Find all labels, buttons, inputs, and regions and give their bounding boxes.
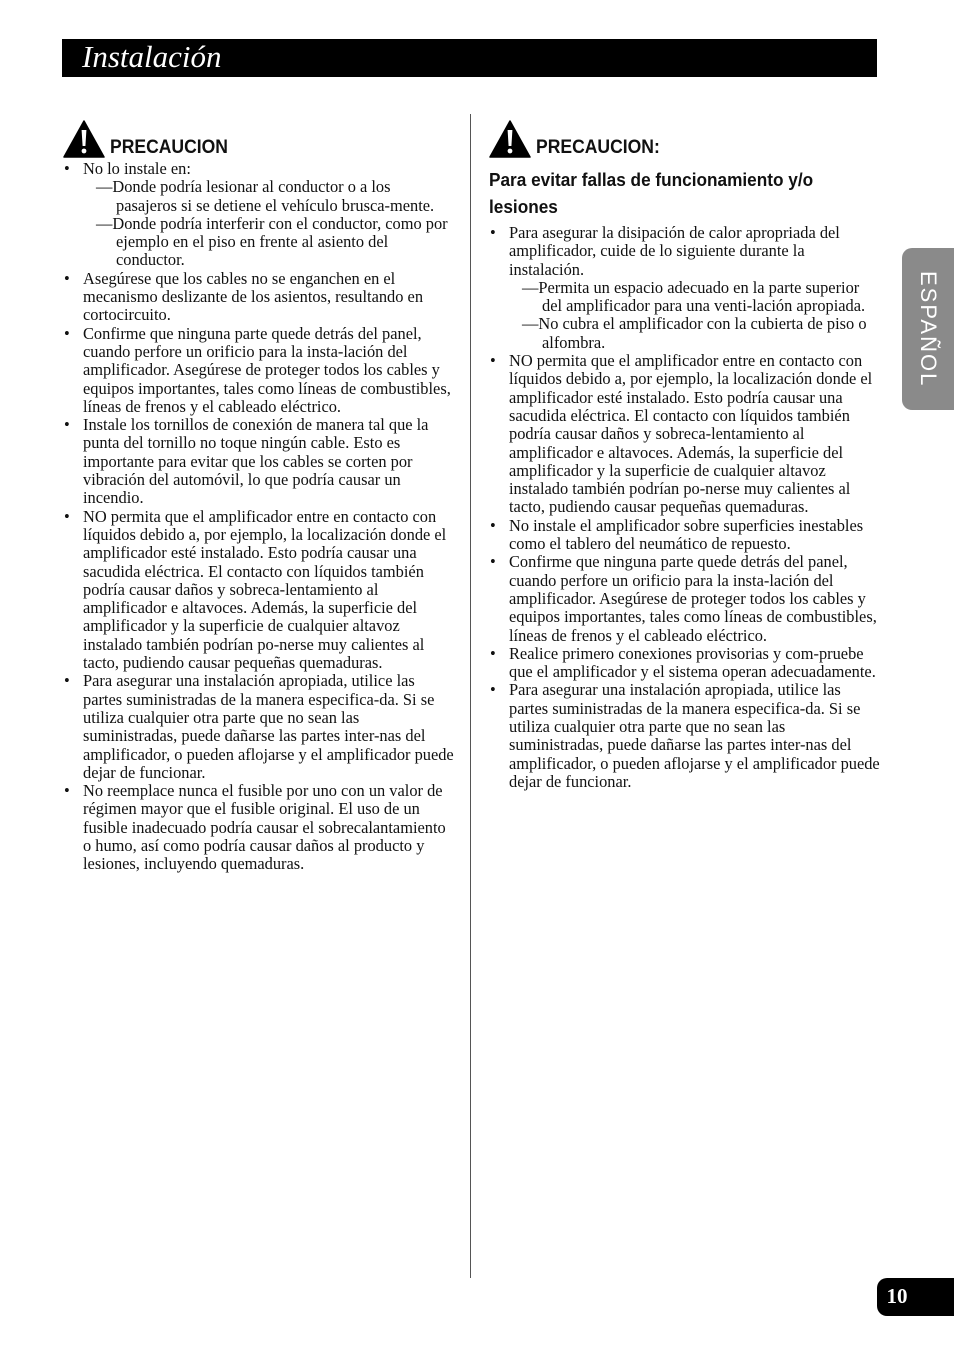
list-item (63, 416, 455, 507)
sub-list (509, 279, 881, 352)
list-item-text: • Confirme que ninguna parte quede detrás del panel, cuando perfore un orificio para la insta-lación del amplificador. Asegúrese de proteger todos los cables y equipos importantes, tales como líneas de combustibles, líneas de frenos y el cableado eléctrico. (83, 323, 451, 416)
list-item-text: • Asegúrese que los cables no se enganchen en el mecanismo deslizante de los asientos, resultando en cortocircuito. (83, 268, 424, 325)
list-item (489, 224, 881, 352)
list-item (489, 645, 881, 682)
list-item-text: • Instale los tornillos de conexión de manera tal que la punta del tornillo no toque ningún cable. Esto es importante para evitar que los cables se corten por vibración del automóvil, lo que podría causar un incendio. (83, 415, 429, 508)
sub-list-item: —No cubra el amplificador con la cubierta de piso o alfombra. (522, 314, 867, 352)
left-column (63, 118, 455, 874)
caution-title: PRECAUCION: (536, 136, 660, 158)
list-item-text: • Para asegurar una instalación apropiada, utilice las partes suministradas de la manera especifica-da. Si se utiliza cualquier otra parte que no sean las suministradas, puede dañarse las partes inter-nas del amplificador, o pueden aflojarse y el amplificador puede dejar de funcionar. (509, 680, 880, 791)
caution-heading (63, 118, 455, 158)
sub-list (83, 178, 455, 269)
list-item-text: • NO permita que el amplificador entre en contacto con líquidos debido a, por ejemplo, la localización donde el amplificador esté instalado. Esto podría causar una sacudida eléctrica. El contacto con líquidos también podría causar daños y sobreca-lentamiento al amplificador e altavoces. Además, la superficie del amplificador y la superficie de cualquier altavoz instalado también podrían po-nerse muy calientes al tacto, pudiendo causar pequeñas quemaduras. (509, 351, 873, 517)
list-item-text: • Confirme que ninguna parte quede detrás del panel, cuando perfore un orificio para la insta-lación del amplificador. Asegúrese de proteger todos los cables y equipos importantes, tales como líneas de combustibles, líneas de frenos y el cableado eléctrico. (509, 552, 877, 645)
page-title: Instalación (82, 39, 222, 74)
warning-icon (489, 120, 531, 158)
list-item (489, 517, 881, 554)
caution-title: PRECAUCION (110, 136, 228, 158)
list-item-text: • No instale el amplificador sobre superficies inestables como el tablero del neumático de repuesto. (509, 515, 864, 554)
caution-heading (489, 118, 881, 158)
list-item (63, 160, 455, 270)
page-number: 10 (886, 1284, 908, 1308)
list-item (489, 352, 881, 517)
list-item-text: • Para asegurar la disipación de calor apropriada del amplificador, cuide de lo siguiente durante la instalación. (509, 223, 840, 279)
list-item (489, 681, 881, 791)
warning-icon (63, 120, 105, 158)
sub-list-item: —Donde podría interferir con el conductor, como por ejemplo en el piso en frente al asiento del conductor. (96, 213, 448, 270)
caution-list (63, 160, 455, 874)
column-divider (470, 114, 471, 1278)
list-item (63, 782, 455, 873)
list-item-text: • No reemplace nunca el fusible por uno con un valor de régimen mayor que el fusible original. El uso de un fusible inadecuado podría causar el sobrecalantamiento o humo, así como podría causar daños al producto y lesiones, incluyendo quemaduras. (83, 781, 446, 874)
list-item-text: • Realice primero conexiones provisorias y com-pruebe que el amplificador y el sistema operan adecuadamente. (509, 643, 876, 682)
sub-list-item: —Donde podría lesionar al conductor o a los pasajeros si se detiene el vehículo brusca-mente. (96, 177, 435, 215)
list-item (63, 508, 455, 673)
page-number-tab (877, 1278, 954, 1316)
language-tab-label: ESPAÑOL (916, 271, 941, 388)
list-item (63, 270, 455, 325)
right-column (489, 118, 881, 791)
list-item-text: • NO permita que el amplificador entre en contacto con líquidos debido a, por ejemplo, la localización donde el amplificador esté instalado. Esto podría causar una sacudida eléctrica. El contacto con líquidos también podría causar daños y sobreca-lentamiento al amplificador e altavoces. Además, la superficie del amplificador y la superficie de cualquier altavoz instalado también podrían po-nerse muy calientes al tacto, pudiendo causar pequeñas quemaduras. (83, 506, 447, 673)
header-bar (62, 39, 877, 77)
list-item-text: • No lo instale en: (83, 159, 191, 178)
sub-list-item: —Permita un espacio adecuado en la parte superior del amplificador para una venti-lación apropiada. (522, 277, 866, 316)
list-item (63, 672, 455, 782)
caution-list (489, 224, 881, 791)
section-subheading: Para evitar fallas de funcionamiento y/o lesiones (489, 169, 814, 217)
list-item (489, 553, 881, 644)
list-item (63, 325, 455, 416)
list-item-text: • Para asegurar una instalación apropiada, utilice las partes suministradas de la manera especifica-da. Si se utiliza cualquier otra parte que no sean las suministradas, puede dañarse las partes inter-nas del amplificador, o pueden aflojarse y el amplificador puede dejar de funcionar. (83, 671, 454, 782)
